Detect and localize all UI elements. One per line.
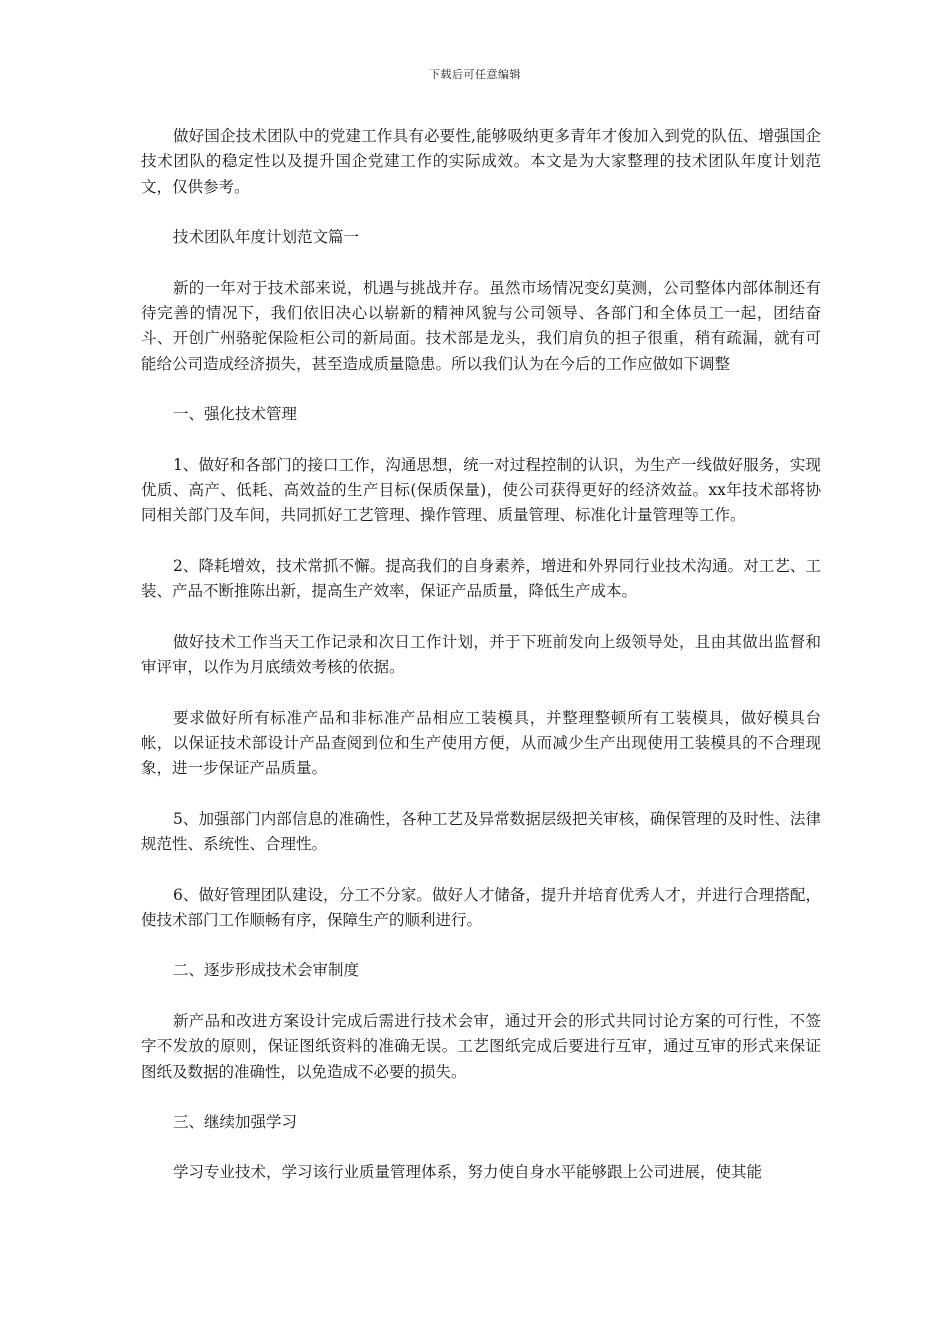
tooling-paragraph: 要求做好所有标准产品和非标准产品相应工装模具，并整理整顿所有工装模具，做好模具台帐，以保证技术部设计产品查阅到位和生产使用方便，从而减少生产出现使用工装模具的不合理现象，进一步保证产品质量。 xyxy=(141,708,821,778)
opening-paragraph: 新的一年对于技术部来说，机遇与挑战并存。虽然市场情况变幻莫测，公司整体内部体制还有待完善的情况下，我们依旧决心以崭新的精神风貌与公司领导、各部门和全体员工一起，团结奋斗、开创广州骆驼保险柜公司的新局面。技术部是龙头，我们肩负的担子很重，稍有疏漏，就有可能给公司造成经济损失，甚至造成质量隐患。所以我们认为在今后的工作应做如下调整 xyxy=(141,278,821,373)
item-paragraph-2: 2、降耗增效，技术常抓不懈。提高我们的自身素养，增进和外界同行业技术沟通。对工艺、工装、产品不断推陈出新，提高生产效率，保证产品质量，降低生产成本。 xyxy=(141,556,821,601)
section-heading-1: 一、强化技术管理 xyxy=(173,405,298,424)
study-paragraph: 学习专业技术，学习该行业质量管理体系，努力使自身水平能够跟上公司进展，使其能 xyxy=(173,1163,763,1182)
review-paragraph: 新产品和改进方案设计完成后需进行技术会审，通过开会的形式共同讨论方案的可行性，不签字不发放的原则，保证图纸资料的准确无误。工艺图纸完成后要进行互审，通过互审的形式来保证图纸及数据的准确性，以免造成不必要的损失。 xyxy=(141,1011,821,1081)
article-title: 技术团队年度计划范文篇一 xyxy=(173,228,360,247)
item-paragraph-5: 5、加强部门内部信息的准确性，各种工艺及异常数据层级把关审核，确保管理的及时性、法律规范性、系统性、合理性。 xyxy=(141,809,821,854)
section-heading-2: 二、逐步形成技术会审制度 xyxy=(173,961,360,980)
item-paragraph-6: 6、做好管理团队建设，分工不分家。做好人才储备，提升并培育优秀人才，并进行合理搭配，使技术部门工作顺畅有序，保障生产的顺利进行。 xyxy=(141,885,821,929)
page-header: 下载后可任意编辑 xyxy=(429,68,521,81)
daily-record-paragraph: 做好技术工作当天工作记录和次日工作计划，并于下班前发向上级领导处，且由其做出监督和审评审，以作为月底绩效考核的依据。 xyxy=(141,632,821,677)
section-heading-3: 三、继续加强学习 xyxy=(173,1112,298,1131)
item-paragraph-1: 1、做好和各部门的接口工作，沟通思想，统一对过程控制的认识，为生产一线做好服务，实现优质、高产、低耗、高效益的生产目标(保质保量)，使公司获得更好的经济效益。xx年技术部将协同相关部门及车间，共同抓好工艺管理、操作管理、质量管理、标准化计量管理等工作。 xyxy=(141,455,821,525)
document-body xyxy=(141,124,821,1211)
intro-paragraph: 做好国企技术团队中的党建工作具有必要性,能够吸纳更多青年才俊加入到党的队伍、增强国企技术团队的稳定性以及提升国企党建工作的实际成效。本文是为大家整理的技术团队年度计划范文，仅供参考。 xyxy=(141,127,821,196)
